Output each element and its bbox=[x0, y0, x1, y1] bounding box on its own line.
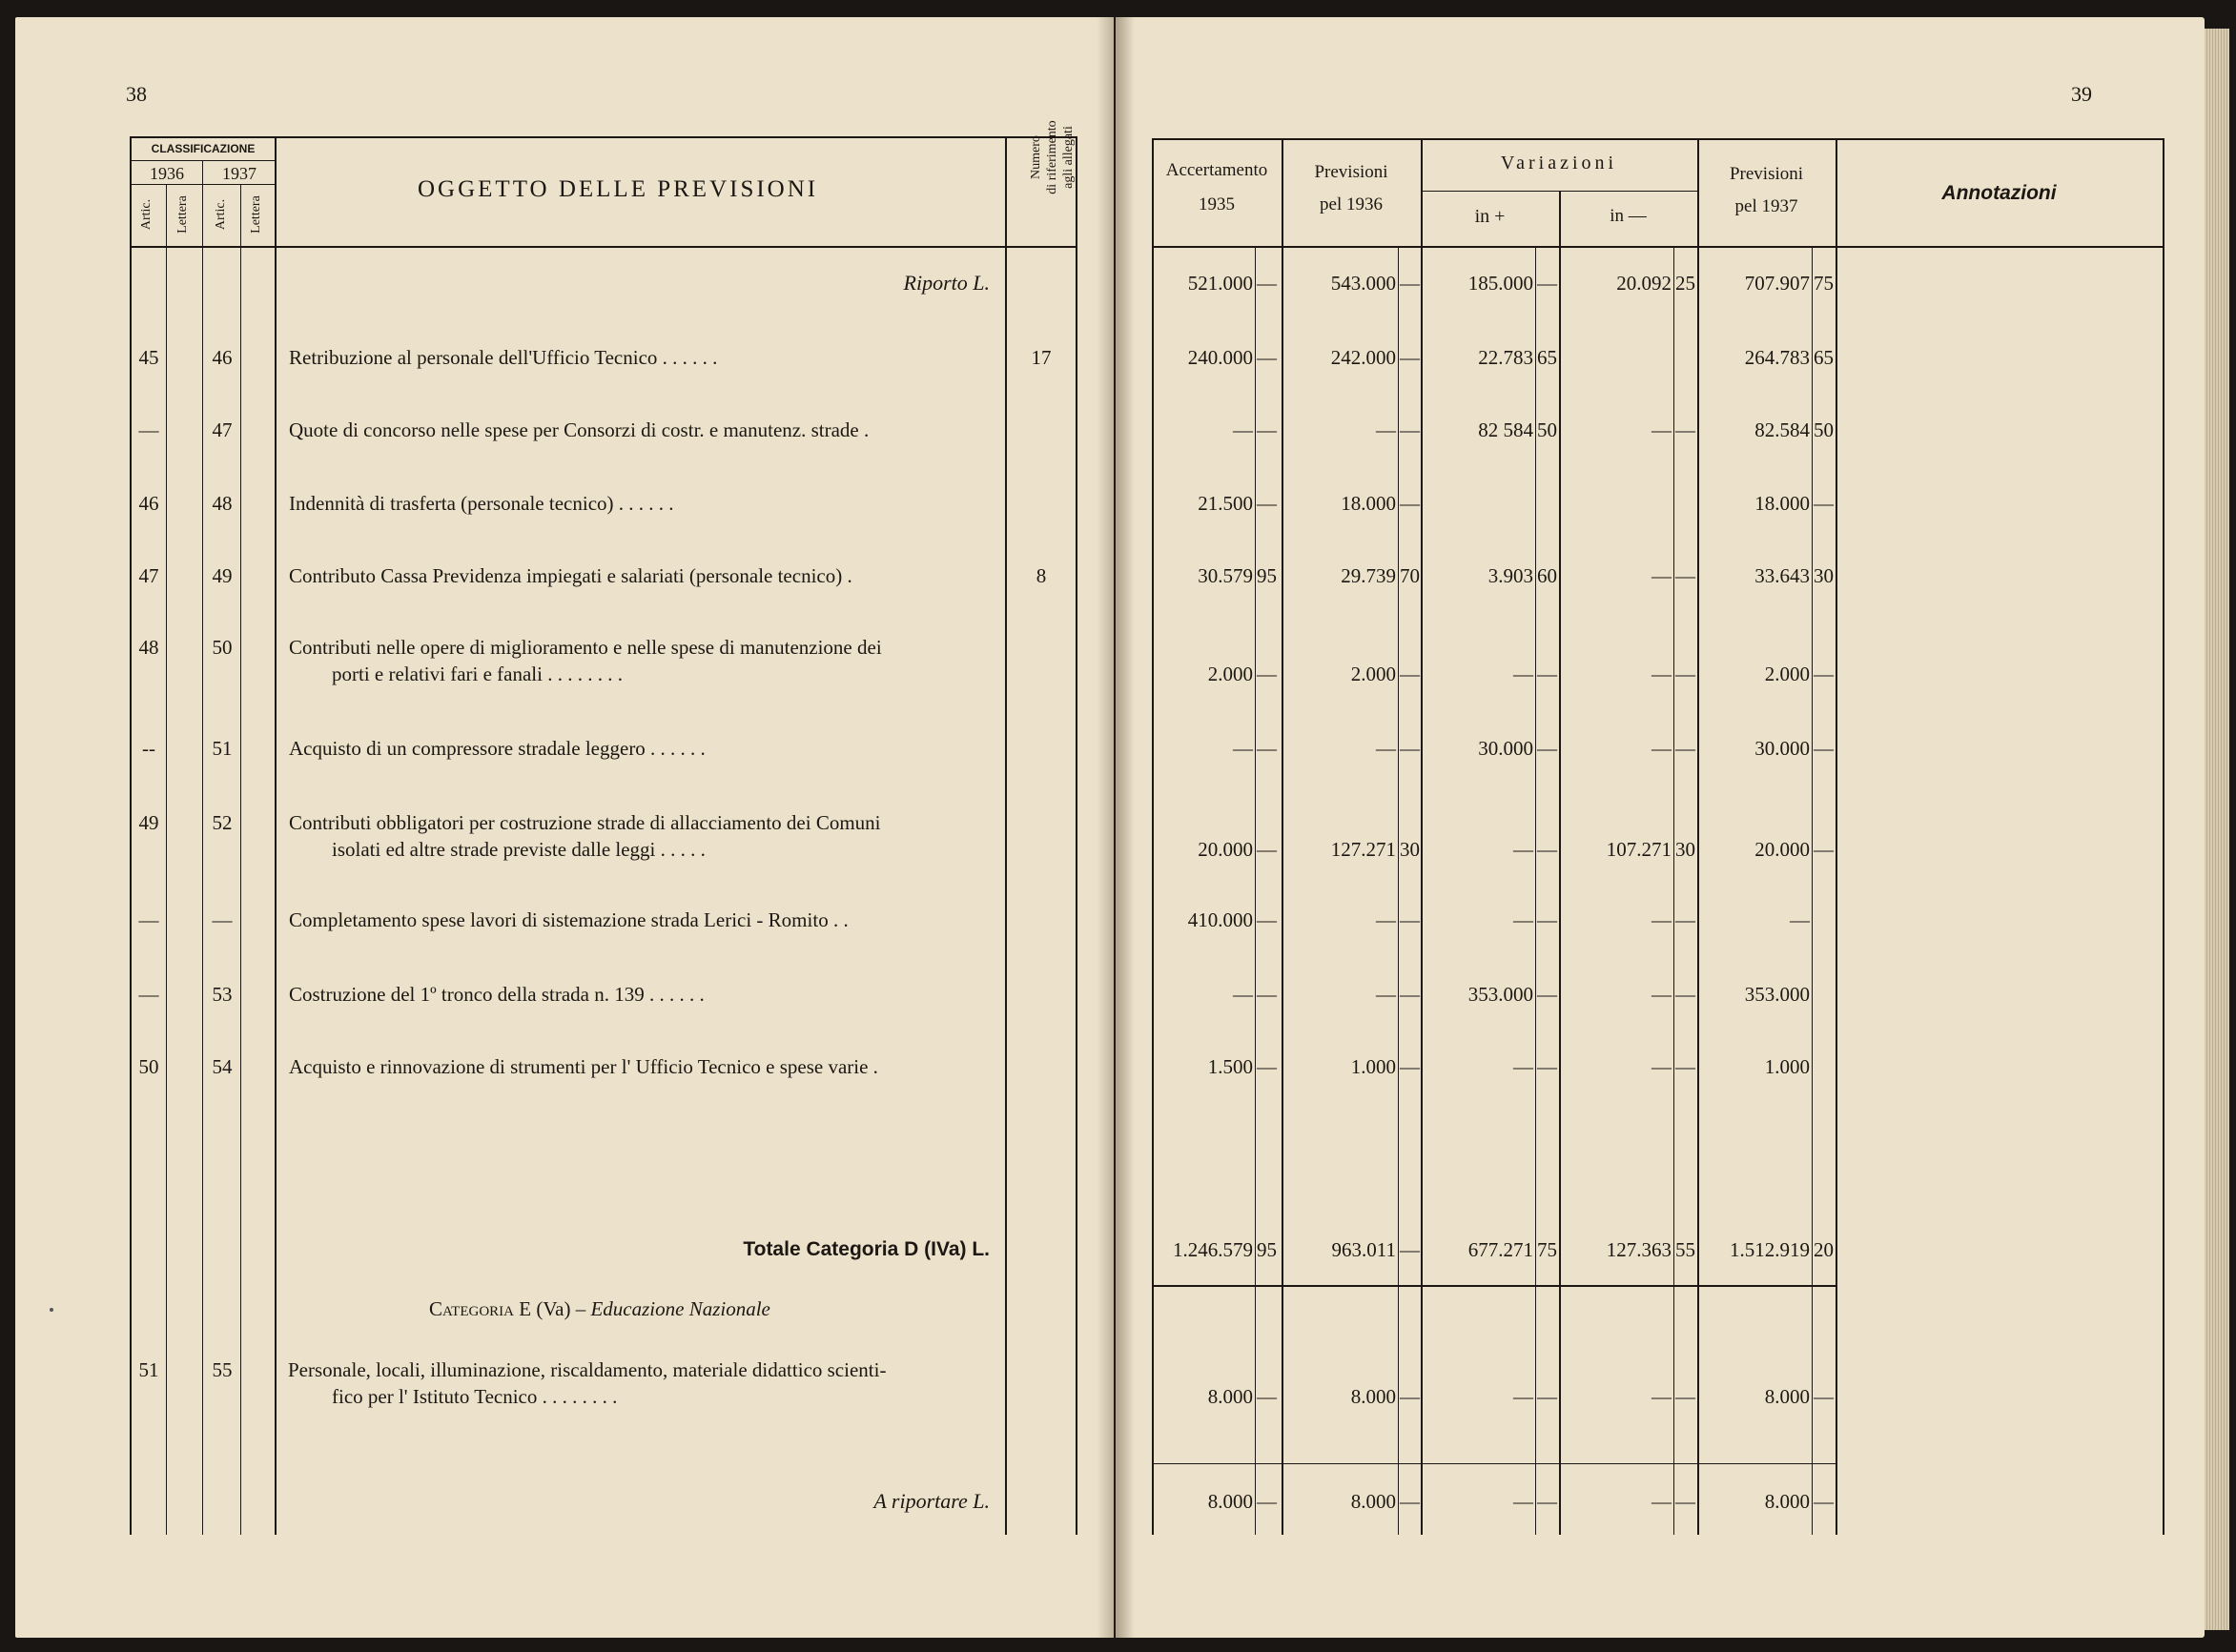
row-acc-cents: — bbox=[1257, 983, 1277, 1006]
row-artic-1937: 54 bbox=[212, 1055, 233, 1078]
row-acc-cents: — bbox=[1257, 838, 1277, 861]
row-p36-amount: 1.000 bbox=[1350, 1055, 1396, 1078]
a-riportare-minus-cents: — bbox=[1675, 1490, 1695, 1513]
riporto-acc-amount: 521.000 bbox=[1187, 272, 1253, 295]
previsioni-1936-heading: Previsioni bbox=[1314, 162, 1388, 182]
row-acc-cents: — bbox=[1257, 1055, 1277, 1078]
row-description: fico per l' Istituto Tecnico . . . . . . . . bbox=[332, 1385, 618, 1408]
artic-1937-heading: Artic. bbox=[214, 198, 228, 231]
subject-heading: OGGETTO DELLE PREVISIONI bbox=[418, 176, 819, 202]
row-description: Acquisto e rinnovazione di strumenti per l' Ufficio Tecnico e spese varie . bbox=[289, 1055, 878, 1078]
a-riportare-acc-cents: — bbox=[1257, 1490, 1277, 1513]
totale-minus-cents: 55 bbox=[1675, 1238, 1695, 1261]
row-artic-1936: -- bbox=[142, 737, 155, 760]
riporto-minus-cents: 25 bbox=[1675, 272, 1695, 295]
row-artic-1936: 48 bbox=[138, 636, 159, 659]
row-artic-1937: — bbox=[212, 908, 233, 931]
classification-heading: CLASSIFICAZIONE bbox=[151, 142, 256, 155]
row-artic-1937: 52 bbox=[212, 811, 233, 834]
row-plus-amount: — bbox=[1513, 908, 1533, 931]
row-plus-cents: — bbox=[1537, 983, 1557, 1006]
row-acc-amount: 410.000 bbox=[1187, 908, 1253, 931]
row-plus-cents: 50 bbox=[1537, 418, 1557, 441]
row-minus-cents: — bbox=[1675, 564, 1695, 587]
row-p36-amount: 242.000 bbox=[1330, 346, 1396, 369]
riporto-acc-cents: — bbox=[1257, 272, 1277, 295]
row-p36-cents: — bbox=[1400, 983, 1420, 1006]
row-p37-amount: 264.783 bbox=[1744, 346, 1810, 369]
row-acc-cents: — bbox=[1257, 492, 1277, 515]
riporto-p37-amount: 707.907 bbox=[1744, 272, 1810, 295]
row-acc-amount: — bbox=[1233, 983, 1253, 1006]
row55-p36-amount: 8.000 bbox=[1350, 1385, 1396, 1408]
lettera-1936-heading: Lettera bbox=[175, 195, 190, 234]
row-p37-amount: 33.643 bbox=[1754, 564, 1810, 587]
row-plus-amount: — bbox=[1513, 663, 1533, 685]
row-artic-1937: 46 bbox=[212, 346, 233, 369]
a-riportare-p36-cents: — bbox=[1400, 1490, 1420, 1513]
row-description: Acquisto di un compressore stradale leggero . . . . . . bbox=[289, 737, 706, 760]
row-minus-amount: 107.271 bbox=[1606, 838, 1672, 861]
row-description: isolati ed altre strade previste dalle leggi . . . . . bbox=[332, 838, 706, 861]
row-acc-cents: — bbox=[1257, 908, 1277, 931]
riporto-p36-amount: 543.000 bbox=[1330, 272, 1396, 295]
year-1937-heading: 1937 bbox=[222, 164, 256, 183]
totale-acc-amount: 1.246.579 bbox=[1173, 1238, 1253, 1261]
row-p37-amount: 353.000 bbox=[1744, 983, 1810, 1006]
row-artic-1936: 51 bbox=[138, 1358, 159, 1381]
totale-plus-amount: 677.271 bbox=[1467, 1238, 1533, 1261]
row-minus-amount: — bbox=[1651, 1055, 1672, 1078]
row-p36-amount: 127.271 bbox=[1330, 838, 1396, 861]
row-plus-amount: 82 584 bbox=[1478, 418, 1533, 441]
row-acc-amount: 2.000 bbox=[1207, 663, 1253, 685]
row-plus-amount: 22.783 bbox=[1478, 346, 1533, 369]
row-acc-amount: 20.000 bbox=[1198, 838, 1253, 861]
row-minus-amount: — bbox=[1651, 983, 1672, 1006]
row55-plus-cents: — bbox=[1537, 1385, 1557, 1408]
row-p36-amount: — bbox=[1376, 737, 1396, 760]
row-artic-1937: 51 bbox=[212, 737, 233, 760]
totale-p37-amount: 1.512.919 bbox=[1730, 1238, 1810, 1261]
row-acc-amount: 240.000 bbox=[1187, 346, 1253, 369]
row-plus-amount: 353.000 bbox=[1467, 983, 1533, 1006]
row-artic-1937: 55 bbox=[212, 1358, 233, 1381]
row-p36-cents: 30 bbox=[1400, 838, 1420, 861]
row-acc-amount: — bbox=[1233, 418, 1253, 441]
totale-p36-cents: — bbox=[1400, 1238, 1420, 1261]
row-p37-amount: 82.584 bbox=[1754, 418, 1810, 441]
row55-p36-cents: — bbox=[1400, 1385, 1420, 1408]
previsioni-1937-heading: Previsioni bbox=[1729, 164, 1804, 184]
row-p36-cents: — bbox=[1400, 492, 1420, 515]
row-p37-cents: — bbox=[1814, 737, 1834, 760]
row-p36-amount: 29.739 bbox=[1341, 564, 1396, 587]
row-description: Contributi obbligatori per costruzione strade di allacciamento dei Comuni bbox=[289, 811, 881, 834]
row-p37-amount: — bbox=[1790, 908, 1810, 931]
row-p36-cents: — bbox=[1400, 663, 1420, 685]
row-acc-amount: — bbox=[1233, 737, 1253, 760]
right-page-number: 39 bbox=[2071, 82, 2092, 106]
categoria-code: E (Va) – bbox=[519, 1297, 591, 1320]
a-riportare-plus-cents: — bbox=[1537, 1490, 1557, 1513]
row-p37-cents: 65 bbox=[1814, 346, 1834, 369]
row-description: Quote di concorso nelle spese per Consorzi di costr. e manutenz. strade . bbox=[289, 418, 870, 441]
row-description: Completamento spese lavori di sistemazione strada Lerici - Romito . . bbox=[289, 908, 849, 931]
a-riportare-acc-amount: 8.000 bbox=[1207, 1490, 1253, 1513]
previsioni-1936-sub: pel 1936 bbox=[1320, 194, 1383, 214]
categoria-e-heading bbox=[429, 1296, 770, 1321]
row-plus-cents: — bbox=[1537, 663, 1557, 685]
row-minus-amount: — bbox=[1651, 418, 1672, 441]
previsioni-1937-sub: pel 1937 bbox=[1734, 196, 1798, 216]
categoria-prefix: Categoria bbox=[429, 1297, 514, 1320]
row-acc-cents: — bbox=[1257, 346, 1277, 369]
row-artic-1937: 50 bbox=[212, 636, 233, 659]
row-description: Contributo Cassa Previdenza impiegati e salariati (personale tecnico) . bbox=[289, 564, 852, 587]
row-plus-cents: — bbox=[1537, 838, 1557, 861]
row-p36-amount: — bbox=[1376, 908, 1396, 931]
row-p36-cents: — bbox=[1400, 418, 1420, 441]
row-p37-amount: 30.000 bbox=[1754, 737, 1810, 760]
row-plus-amount: 3.903 bbox=[1487, 564, 1533, 587]
row-reference-number: 8 bbox=[1036, 564, 1047, 587]
row-plus-amount: — bbox=[1513, 1055, 1533, 1078]
row-p37-cents: — bbox=[1814, 492, 1834, 515]
row-artic-1936: 47 bbox=[138, 564, 159, 587]
a-riportare-p36-amount: 8.000 bbox=[1350, 1490, 1396, 1513]
left-page-number: 38 bbox=[126, 82, 147, 106]
row55-acc-amount: 8.000 bbox=[1207, 1385, 1253, 1408]
row-minus-cents: — bbox=[1675, 1055, 1695, 1078]
totale-minus-amount: 127.363 bbox=[1606, 1238, 1672, 1261]
row-p36-cents: — bbox=[1400, 1055, 1420, 1078]
row-artic-1936: 50 bbox=[138, 1055, 159, 1078]
row-description: Indennità di trasferta (personale tecnico) . . . . . . bbox=[289, 492, 674, 515]
row-p36-cents: — bbox=[1400, 908, 1420, 931]
row-p37-cents: 30 bbox=[1814, 564, 1834, 587]
riporto-p36-cents: — bbox=[1400, 272, 1420, 295]
row-artic-1936: 45 bbox=[138, 346, 159, 369]
variazioni-heading: Variazioni bbox=[1500, 153, 1618, 173]
row-plus-cents: — bbox=[1537, 737, 1557, 760]
row-acc-amount: 30.579 bbox=[1198, 564, 1253, 587]
a-riportare-plus-amount: — bbox=[1513, 1490, 1533, 1513]
page-edges bbox=[2205, 29, 2229, 1630]
ref-heading-line2: di riferimento bbox=[1045, 120, 1059, 194]
row-minus-amount: — bbox=[1651, 737, 1672, 760]
row-minus-cents: — bbox=[1675, 908, 1695, 931]
row-minus-amount: — bbox=[1651, 908, 1672, 931]
row-reference-number: 17 bbox=[1031, 346, 1052, 369]
row-plus-cents: 65 bbox=[1537, 346, 1557, 369]
row-p36-cents: — bbox=[1400, 346, 1420, 369]
row55-minus-cents: — bbox=[1675, 1385, 1695, 1408]
lettera-1937-heading: Lettera bbox=[249, 195, 263, 234]
row-artic-1936: 46 bbox=[138, 492, 159, 515]
year-1936-heading: 1936 bbox=[150, 164, 184, 183]
totale-p36-amount: 963.011 bbox=[1331, 1238, 1396, 1261]
row-p36-amount: — bbox=[1376, 983, 1396, 1006]
annotazioni-heading: Annotazioni bbox=[1941, 182, 2057, 204]
row-description: Contributi nelle opere di miglioramento e nelle spese di manutenzione dei bbox=[289, 636, 882, 659]
row-minus-cents: — bbox=[1675, 983, 1695, 1006]
riporto-p37-cents: 75 bbox=[1814, 272, 1834, 295]
row-artic-1937: 53 bbox=[212, 983, 233, 1006]
row-p37-cents: — bbox=[1814, 663, 1834, 685]
row-plus-amount: — bbox=[1513, 838, 1533, 861]
a-riportare-minus-amount: — bbox=[1651, 1490, 1672, 1513]
row-minus-cents: — bbox=[1675, 663, 1695, 685]
row-p37-amount: 18.000 bbox=[1754, 492, 1810, 515]
row-plus-amount: 30.000 bbox=[1478, 737, 1533, 760]
row-acc-cents: — bbox=[1257, 737, 1277, 760]
row-acc-amount: 1.500 bbox=[1207, 1055, 1253, 1078]
ref-heading-line3: agli allegati bbox=[1061, 126, 1076, 189]
row-p36-cents: — bbox=[1400, 737, 1420, 760]
row55-minus-amount: — bbox=[1651, 1385, 1672, 1408]
row-description: Costruzione del 1º tronco della strada n. 139 . . . . . . bbox=[289, 983, 705, 1006]
ref-heading-line1: Numero bbox=[1029, 135, 1043, 179]
row-p36-amount: 2.000 bbox=[1350, 663, 1396, 685]
row-minus-cents: 30 bbox=[1675, 838, 1695, 861]
variazioni-minus-heading: in — bbox=[1610, 206, 1647, 226]
row55-plus-amount: — bbox=[1513, 1385, 1533, 1408]
categoria-title: Educazione Nazionale bbox=[590, 1297, 770, 1320]
row55-p37-amount: 8.000 bbox=[1764, 1385, 1810, 1408]
row-minus-amount: — bbox=[1651, 663, 1672, 685]
row-p37-amount: 20.000 bbox=[1754, 838, 1810, 861]
row-description: Personale, locali, illuminazione, riscaldamento, materiale didattico scienti- bbox=[288, 1358, 887, 1381]
row-description: porti e relativi fari e fanali . . . . . . . . bbox=[332, 663, 623, 685]
accertamento-year: 1935 bbox=[1199, 194, 1235, 214]
row-artic-1936: — bbox=[138, 418, 159, 441]
row-p36-amount: — bbox=[1376, 418, 1396, 441]
row-acc-cents: 95 bbox=[1257, 564, 1277, 587]
row-acc-amount: 21.500 bbox=[1198, 492, 1253, 515]
row-artic-1936: — bbox=[138, 983, 159, 1006]
row-p37-cents: — bbox=[1814, 838, 1834, 861]
row-p36-amount: 18.000 bbox=[1341, 492, 1396, 515]
row-artic-1936: — bbox=[138, 908, 159, 931]
row-acc-cents: — bbox=[1257, 418, 1277, 441]
a-riportare-label: A riportare L. bbox=[873, 1489, 990, 1513]
row-minus-amount: — bbox=[1651, 564, 1672, 587]
variazioni-plus-heading: in + bbox=[1474, 206, 1506, 227]
row-artic-1937: 47 bbox=[212, 418, 233, 441]
row-p36-cents: 70 bbox=[1400, 564, 1420, 587]
row-p37-amount: 1.000 bbox=[1764, 1055, 1810, 1078]
row55-acc-cents: — bbox=[1257, 1385, 1277, 1408]
row-description: Retribuzione al personale dell'Ufficio Tecnico . . . . . . bbox=[289, 346, 718, 369]
row-plus-cents: — bbox=[1537, 908, 1557, 931]
row55-p37-cents: — bbox=[1814, 1385, 1834, 1408]
artic-1936-heading: Artic. bbox=[139, 198, 154, 231]
row-p37-cents: 50 bbox=[1814, 418, 1834, 441]
row-p37-amount: 2.000 bbox=[1764, 663, 1810, 685]
a-riportare-p37-cents: — bbox=[1814, 1490, 1834, 1513]
totale-acc-cents: 95 bbox=[1257, 1238, 1277, 1261]
row-artic-1937: 49 bbox=[212, 564, 233, 587]
row-artic-1937: 48 bbox=[212, 492, 233, 515]
totale-categoria-label: Totale Categoria D (IVa) L. bbox=[743, 1238, 990, 1260]
row-plus-cents: 60 bbox=[1537, 564, 1557, 587]
riporto-plus-amount: 185.000 bbox=[1467, 272, 1533, 295]
paper-speck bbox=[50, 1308, 53, 1312]
riporto-minus-amount: 20.092 bbox=[1616, 272, 1672, 295]
row-minus-cents: — bbox=[1675, 737, 1695, 760]
riporto-label: Riporto L. bbox=[903, 271, 990, 295]
totale-p37-cents: 20 bbox=[1814, 1238, 1834, 1261]
row-artic-1936: 49 bbox=[138, 811, 159, 834]
riporto-plus-cents: — bbox=[1537, 272, 1557, 295]
a-riportare-p37-amount: 8.000 bbox=[1764, 1490, 1810, 1513]
accertamento-heading: Accertamento bbox=[1165, 160, 1268, 180]
totale-plus-cents: 75 bbox=[1537, 1238, 1557, 1261]
row-acc-cents: — bbox=[1257, 663, 1277, 685]
row-minus-cents: — bbox=[1675, 418, 1695, 441]
row-plus-cents: — bbox=[1537, 1055, 1557, 1078]
